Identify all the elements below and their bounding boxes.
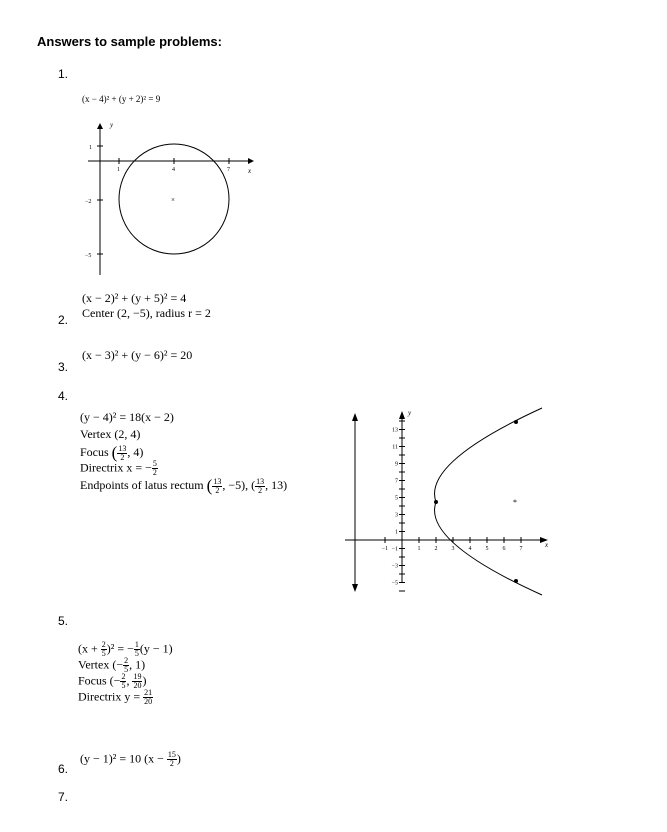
vertex-point (434, 500, 438, 504)
problem-4-latus-rectum: Endpoints of latus rectum ( $\frac{13}{2}$ , −5), ( $\frac{13}{2}$ , 13) (80, 476, 288, 495)
parabola-graph (345, 405, 555, 597)
y-tick-label: 7 (395, 478, 398, 485)
y-tick-label: 9 (395, 461, 398, 468)
circle-graph (80, 115, 260, 285)
problem-6-number: 6. (58, 762, 69, 776)
y-axis-label: y (408, 409, 412, 417)
problem-4-vertex: Vertex (2, 4) (80, 427, 141, 441)
tick-label-x-4: 4 (172, 167, 175, 173)
tick-label-y-m2: −2 (85, 199, 92, 205)
y-tick-label: 11 (392, 444, 398, 451)
problem-5-vertex: Vertex (− $\frac{2}{5}$ , 1) (78, 656, 146, 674)
x-tick-label: 3 (451, 546, 455, 552)
problem-5-focus: Focus (− $\frac{2}{5}$ , $\frac{19}{20}$ ) (78, 672, 147, 690)
tick-label-y-1: 1 (89, 145, 92, 151)
problem-5-directrix: Directrix y = $\frac{21}{20}$ (78, 688, 153, 706)
y-tick-label: 3 (395, 512, 398, 519)
y-tick-label: −5 (391, 580, 398, 587)
x-axis-label: x (248, 167, 252, 175)
tick-label-y-m5: −5 (85, 253, 92, 259)
x-tick-label: 7 (519, 546, 523, 552)
problem-3-number: 3. (58, 360, 69, 374)
center-mark: × (171, 196, 175, 204)
y-tick-label: −3 (391, 563, 398, 570)
y-tick-label: −1 (391, 546, 398, 553)
x-tick-label: 6 (502, 546, 506, 552)
problem-4-number: 4. (58, 389, 69, 403)
problem-7-number: 7. (58, 790, 69, 804)
problem-4-equation: (y − 4)² = 18(x − 2) (80, 410, 174, 424)
problem-3-equation: (x − 3)² + (y − 6)² = 20 (82, 348, 193, 362)
problem-4-directrix: Directrix x = − $\frac{5}{2}$ (80, 459, 157, 477)
problem-5-number: 5. (58, 614, 69, 628)
x-axis-arrow (248, 158, 254, 164)
tick-label-x-1: 1 (117, 167, 120, 173)
page-title: Answers to sample problems: (37, 34, 222, 49)
problem-2-number: 2. (58, 313, 69, 327)
problem-5-equation: (x + $\frac{2}{5}$ )² = − $\frac{1}{5}$ (y − 1) (78, 640, 173, 658)
problem-2-equation: (x − 2)² + (y + 5)² = 4 (82, 291, 187, 305)
y-axis-arrow (399, 411, 405, 419)
focus-mark: * (513, 498, 517, 507)
y-tick-label: 5 (395, 495, 398, 502)
x-tick-label: 5 (485, 546, 489, 552)
latus-endpoint-bottom (514, 579, 518, 583)
y-axis-label: y (110, 121, 114, 129)
x-tick-label: 2 (434, 546, 438, 552)
x-tick-label: 1 (417, 546, 421, 552)
problem-1-number: 1. (58, 67, 69, 81)
tick-label-x-7: 7 (227, 167, 230, 173)
problem-6-equation: (y − 1)² = 10 (x − $\frac{15}{2}$ ) (80, 750, 181, 768)
y-tick-label: 13 (392, 427, 398, 434)
latus-endpoint-top (514, 420, 518, 424)
x-axis-label: x (545, 541, 549, 549)
problem-1-equation: (x − 4)² + (y + 2)² = 9 (82, 94, 161, 104)
problem-4-focus: Focus ( $\frac{13}{2}$ , 4) (80, 443, 144, 462)
parabola-curve (435, 408, 542, 595)
x-tick-label: −1 (381, 546, 389, 552)
x-tick-label: 4 (468, 546, 472, 552)
x-ticks (382, 537, 523, 552)
y-axis-arrow (97, 123, 103, 129)
y-tick-label: 1 (395, 529, 398, 536)
problem-2-center: Center (2, −5), radius r = 2 (82, 306, 211, 320)
y-ticks (392, 421, 405, 591)
